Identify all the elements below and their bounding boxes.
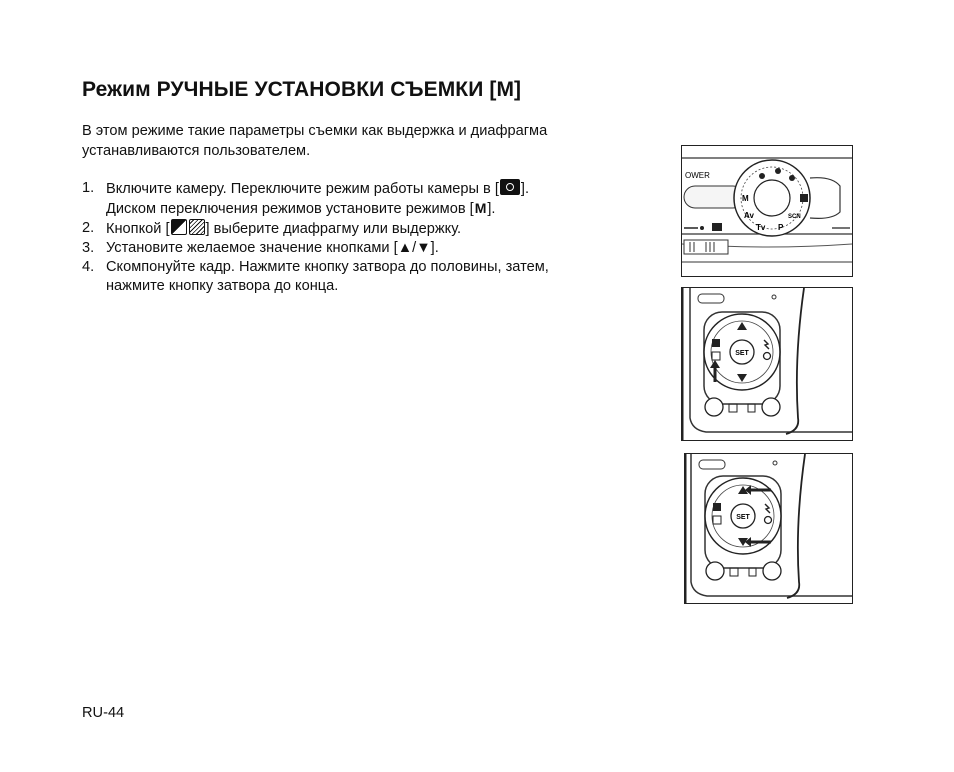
step-number: 2. <box>82 220 95 236</box>
step-text: ] выберите диафрагму или выдержку. <box>205 221 462 237</box>
intro-line: В этом режиме такие параметры съемки как выдержка и диафрагма <box>82 123 548 139</box>
step-1 <box>82 179 642 219</box>
intro-line: устанавливаются пользователем. <box>82 142 311 159</box>
step-4 <box>82 258 642 296</box>
set-label: SET <box>735 350 749 357</box>
dial-letter: Tv <box>756 223 766 232</box>
step-text: Включите камеру. Переключите режим работы камеры в [ <box>106 181 499 197</box>
manual-mode-symbol: M <box>474 200 487 216</box>
step-text: ]. <box>520 181 529 197</box>
step-text: Диском переключения режимов установите режимов [ <box>106 201 474 217</box>
step-text: Установите желаемое значение кнопками [ <box>106 240 398 256</box>
up-down-arrows-symbol: ▲/▼ <box>397 240 431 256</box>
dial-letter: P <box>778 223 784 232</box>
mode-dial-illustration <box>681 145 853 277</box>
step-text: Кнопкой [ <box>106 221 170 237</box>
intro-paragraph <box>82 122 622 161</box>
dial-letter: Av <box>744 211 754 220</box>
aperture-priority-icon <box>189 219 205 235</box>
steps-list <box>82 179 642 296</box>
power-label: OWER <box>685 171 710 180</box>
control-pad-illustration <box>681 287 853 441</box>
control-pad-up-down-illustration <box>684 453 853 604</box>
dial-letter: M <box>742 194 749 203</box>
dial-letter: SCN <box>788 214 801 220</box>
step-number: 1. <box>82 180 95 196</box>
step-text: Скомпонуйте кадр. Нажмите кнопку затвора до половины, затем, <box>106 259 549 275</box>
step-number: 4. <box>82 259 95 275</box>
step-number: 3. <box>82 240 95 256</box>
page-title: Режим РУЧНЫЕ УСТАНОВКИ СЪЕМКИ [M] <box>82 78 522 101</box>
step-2 <box>82 219 642 239</box>
page-number: RU-44 <box>82 705 125 721</box>
step-text: ]. <box>487 201 496 217</box>
step-3 <box>82 239 642 258</box>
step-text: нажмите кнопку затвора до конца. <box>106 278 339 294</box>
set-label: SET <box>736 514 750 521</box>
camera-icon <box>500 179 520 195</box>
step-text: ]. <box>430 240 439 256</box>
exposure-compensation-icon <box>171 219 187 235</box>
